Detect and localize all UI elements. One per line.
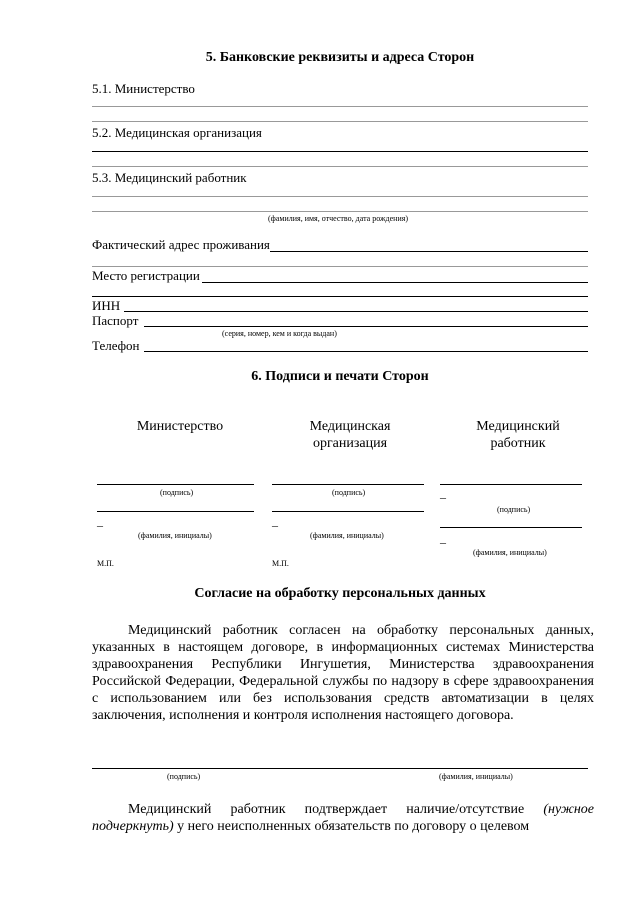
ministry-signature-line[interactable] — [97, 484, 254, 485]
worker-signature-hint: (подпись) — [497, 505, 531, 514]
ministry-dash: – — [97, 518, 103, 532]
worker-label: 5.3. Медицинский работник — [92, 170, 247, 185]
consent-title: Согласие на обработку персональных данных — [194, 586, 486, 601]
inn-label: ИНН — [92, 298, 121, 313]
col-med-org-line1: Медицинская — [309, 419, 391, 434]
ministry-stamp: М.П. — [97, 559, 114, 568]
med-org-dash: – — [272, 518, 278, 532]
worker-dash-1: – — [440, 490, 446, 504]
med-org-signature-line[interactable] — [272, 484, 424, 485]
col-ministry-heading — [100, 418, 260, 435]
worker-name-line[interactable] — [440, 527, 582, 528]
confirm-text-italic: (нужное подчеркнуть) — [92, 802, 595, 834]
col-med-org-line2: организация — [312, 436, 388, 451]
ministry-name-line[interactable] — [97, 511, 254, 512]
consent-name-hint: (фамилия, инициалы) — [439, 772, 513, 781]
med-org-signature-hint: (подпись) — [332, 488, 366, 497]
col-worker-line1: Медицинский — [476, 419, 560, 434]
address-line-2[interactable] — [92, 266, 588, 267]
phone-label: Телефон — [92, 338, 140, 353]
col-worker-line2: работник — [490, 436, 546, 451]
address-line-1[interactable] — [270, 251, 588, 252]
fio-hint: (фамилия, имя, отчество, дата рождения) — [268, 214, 409, 223]
passport-label: Паспорт — [92, 313, 139, 328]
section6-title: 6. Подписи и печати Сторон — [251, 369, 429, 384]
col-med-org-heading — [270, 418, 430, 452]
worker-dash-2: – — [440, 535, 446, 549]
med-org-name-line[interactable] — [272, 511, 424, 512]
registration-line-1[interactable] — [202, 282, 588, 283]
worker-line-1[interactable] — [92, 196, 588, 197]
med-org-name-hint: (фамилия, инициалы) — [310, 531, 384, 540]
ministry-name-hint: (фамилия, инициалы) — [138, 531, 212, 540]
confirm-text-end: у него неисполненных обязательств по договору о целевом — [177, 819, 530, 834]
med-org-line-2[interactable] — [92, 166, 588, 167]
col-worker-heading — [438, 418, 598, 452]
ministry-line-1[interactable] — [92, 106, 588, 107]
consent-signature-hint: (подпись) — [167, 772, 201, 781]
inn-line[interactable] — [124, 311, 588, 312]
med-org-stamp: М.П. — [272, 559, 289, 568]
passport-line[interactable] — [144, 326, 588, 327]
phone-line[interactable] — [144, 351, 588, 352]
confirm-text-start: Медицинский работник подтверждает наличие/отсутствие — [128, 802, 525, 817]
consent-text: Медицинский работник согласен на обработку персональных данных, указанных в настоящем договоре, в информационных системах Министерства здравоохранения Республики Ингушетия, Министерства здравоохранения Российской Федерации, Федеральной службы по надзору в сфере здравоохранения с использованием или без использования средств автоматизации в целях заключения, исполнения и контроля исполнения настоящего договора. — [92, 623, 594, 723]
worker-line-2[interactable] — [92, 211, 588, 212]
address-label: Фактический адрес проживания — [92, 237, 270, 252]
consent-paragraph — [92, 622, 594, 724]
worker-signature-line[interactable] — [440, 484, 582, 485]
col-ministry-label: Министерство — [136, 419, 224, 434]
ministry-label: 5.1. Министерство — [92, 81, 195, 96]
registration-line-2[interactable] — [92, 296, 588, 297]
med-org-label: 5.2. Медицинская организация — [92, 125, 262, 140]
ministry-signature-hint: (подпись) — [160, 488, 194, 497]
section5-title: 5. Банковские реквизиты и адреса Сторон — [205, 50, 475, 65]
ministry-line-2[interactable] — [92, 121, 588, 122]
worker-name-hint: (фамилия, инициалы) — [473, 548, 547, 557]
passport-hint: (серия, номер, кем и когда выдан) — [222, 329, 337, 338]
registration-label: Место регистрации — [92, 268, 200, 283]
consent-signature-line[interactable] — [92, 768, 588, 769]
med-org-line-1[interactable] — [92, 151, 588, 152]
confirm-paragraph — [92, 801, 594, 835]
